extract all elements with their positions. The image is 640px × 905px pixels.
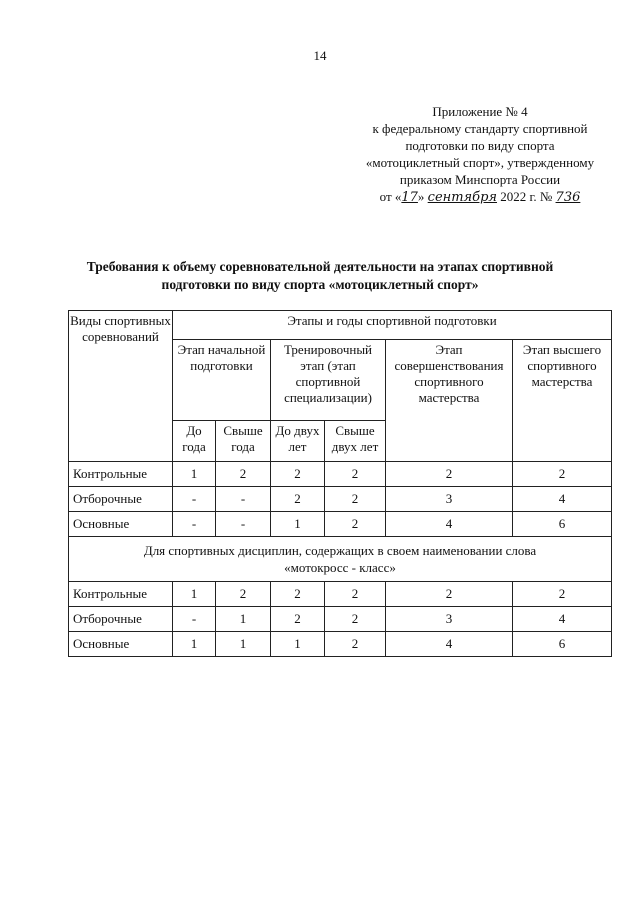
cell: -	[216, 512, 271, 537]
cell: 1	[271, 632, 325, 657]
cell: 4	[386, 632, 513, 657]
requirements-table	[68, 310, 612, 657]
header-upto-two-years: До двух лет	[271, 421, 325, 462]
cell: 2	[325, 607, 386, 632]
cell: 2	[325, 632, 386, 657]
cell: 2	[271, 462, 325, 487]
cell: 6	[513, 512, 612, 537]
cell: 2	[513, 462, 612, 487]
cell: 2	[325, 582, 386, 607]
row-label: Контрольные	[69, 582, 173, 607]
header-stages: Этапы и годы спортивной подготовки	[173, 311, 612, 340]
appendix-header	[335, 103, 625, 206]
page-number: 14	[313, 48, 327, 63]
title-line: подготовки по виду спорта «мотоциклетный спорт»	[161, 277, 479, 292]
cell: 1	[173, 582, 216, 607]
cell: 2	[386, 462, 513, 487]
row-label: Отборочные	[69, 487, 173, 512]
row-label: Отборочные	[69, 607, 173, 632]
cell: 2	[325, 487, 386, 512]
appendix-title: Приложение № 4	[432, 104, 528, 119]
appendix-line: «мотоциклетный спорт», утвержденному	[365, 155, 595, 170]
document-title	[40, 258, 600, 294]
appendix-line: подготовки по виду спорта	[405, 138, 555, 153]
cell: -	[173, 512, 216, 537]
table-row	[69, 512, 612, 537]
header-over-two-years: Свыше двух лет	[325, 421, 386, 462]
section-note	[69, 537, 612, 582]
header-over-year: Свыше года	[216, 421, 271, 462]
header-competition-types: Виды спортивных соревнований	[69, 311, 173, 462]
handwritten-day: 17	[401, 190, 418, 205]
section-row	[69, 537, 612, 582]
header-stage-higher: Этап высшего спортивного мастерства	[513, 340, 612, 462]
cell: 2	[325, 462, 386, 487]
date-year: 2022 г. №	[500, 189, 553, 204]
cell: 2	[216, 582, 271, 607]
date-prefix: от «	[379, 189, 402, 204]
cell: 1	[173, 632, 216, 657]
cell: 4	[513, 487, 612, 512]
section-note-line: «мотокросс - класс»	[284, 560, 396, 575]
cell: 2	[325, 512, 386, 537]
table-row	[69, 462, 612, 487]
row-label: Основные	[69, 512, 173, 537]
date-mid: »	[417, 189, 425, 204]
cell: 1	[271, 512, 325, 537]
header-stage-initial: Этап начальной подготовки	[173, 340, 271, 421]
title-line: Требования к объему соревновательной деятельности на этапах спортивной	[86, 259, 554, 274]
cell: 2	[513, 582, 612, 607]
row-label: Контрольные	[69, 462, 173, 487]
handwritten-order-number: 736	[555, 190, 581, 205]
cell: -	[216, 487, 271, 512]
cell: 6	[513, 632, 612, 657]
cell: 2	[271, 607, 325, 632]
table-row	[69, 632, 612, 657]
cell: 1	[216, 607, 271, 632]
cell: 2	[271, 582, 325, 607]
appendix-line: к федеральному стандарту спортивной	[372, 121, 588, 136]
cell: 2	[216, 462, 271, 487]
cell: 2	[271, 487, 325, 512]
cell: 3	[386, 607, 513, 632]
header-stage-training: Тренировочный этап (этап спортивной специализации)	[271, 340, 386, 421]
row-label: Основные	[69, 632, 173, 657]
cell: -	[173, 487, 216, 512]
cell: -	[173, 607, 216, 632]
cell: 3	[386, 487, 513, 512]
table-row	[69, 607, 612, 632]
header-upto-year: До года	[173, 421, 216, 462]
appendix-line: приказом Минспорта России	[399, 172, 561, 187]
cell: 2	[386, 582, 513, 607]
header-stage-improvement: Этап совершенствования спортивного мастерства	[386, 340, 513, 462]
section-note-line: Для спортивных дисциплин, содержащих в своем наименовании слова	[143, 543, 537, 558]
cell: 1	[173, 462, 216, 487]
table-row	[69, 487, 612, 512]
handwritten-month: сентября	[427, 190, 498, 205]
table-row	[69, 582, 612, 607]
cell: 4	[386, 512, 513, 537]
cell: 4	[513, 607, 612, 632]
appendix-date-line	[335, 188, 625, 206]
cell: 1	[216, 632, 271, 657]
